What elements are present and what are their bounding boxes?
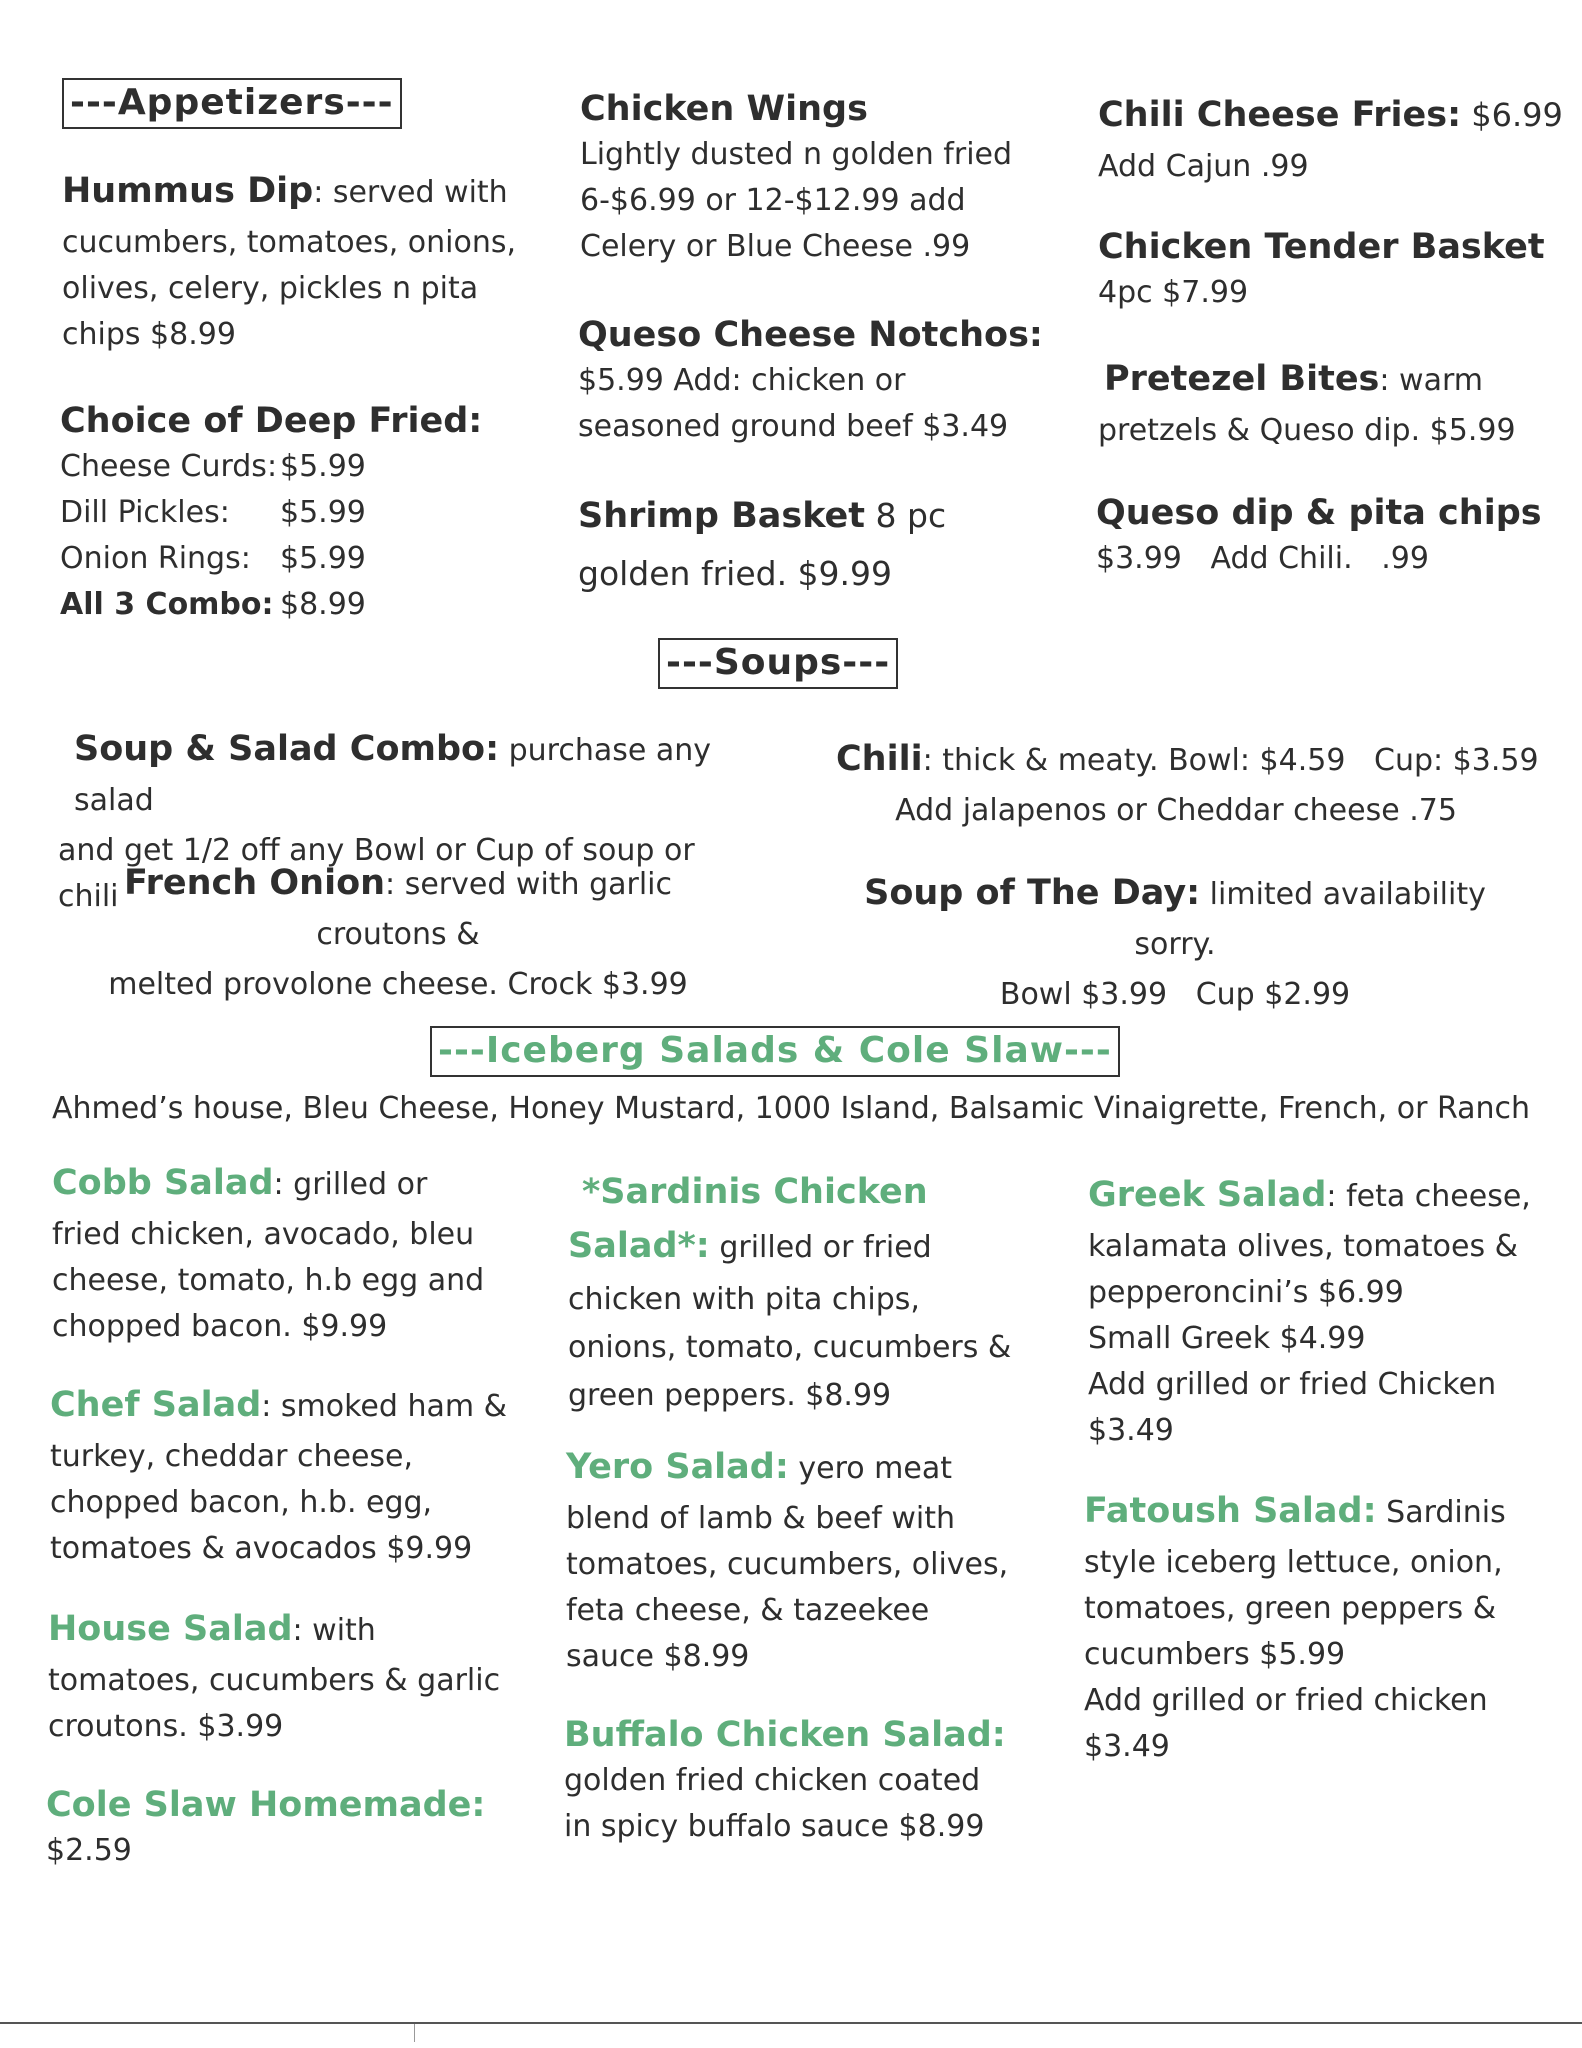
bottom-rule [0, 2022, 1582, 2024]
house-salad-item: House Salad: with tomatoes, cucumbers & garlic croutons. $3.99 [48, 1609, 501, 1744]
item-name: French Onion [123, 863, 386, 903]
item-name: Chef Salad [50, 1385, 262, 1425]
deep-fried-item [60, 398, 482, 628]
item-name: Chili [836, 739, 923, 779]
item-name: *Sardinis Chicken [582, 1172, 928, 1212]
item-name: Yero Salad: [566, 1447, 789, 1487]
item-name: Chicken Wings [580, 89, 868, 129]
salads-heading: ---Iceberg Salads & Cole Slaw--- [430, 1026, 1120, 1077]
menu-row: Dill Pickles: $5.99 [60, 495, 366, 530]
menu-row: Cheese Curds: $5.99 [60, 449, 366, 484]
greek-salad-item: Greek Salad: feta cheese, kalamata olives, tomatoes & pepperoncini’s $6.99 Small Greek $4.99 Add grilled or fried Chicken $3.49 [1088, 1175, 1531, 1448]
shrimp-item: Shrimp Basket 8 pc golden fried. $9.99 [578, 496, 947, 593]
soup-combo-item: Soup & Salad Combo: purchase any salad and get 1/2 off any Bowl or Cup of soup or chili [58, 729, 712, 914]
item-name: Buffalo Chicken Salad: [564, 1715, 1006, 1755]
buffalo-salad-item: Buffalo Chicken Salad: golden fried chicken coated in spicy buffalo sauce $8.99 [564, 1712, 1006, 1850]
soup-day-item: Soup of The Day: limited availability sorry. Bowl $3.99 Cup $2.99 [864, 873, 1486, 1012]
yero-salad-item: Yero Salad: yero meat blend of lamb & beef with tomatoes, cucumbers, olives, feta cheese, & tazeekee sauce $8.99 [566, 1447, 1009, 1674]
cobb-salad-item: Cobb Salad: grilled or fried chicken, avocado, bleu cheese, tomato, h.b egg and chopped bacon. $9.99 [52, 1163, 485, 1344]
fatoush-salad-item: Fatoush Salad: Sardinis style iceberg lettuce, onion, tomatoes, green peppers & cucumbers $5.99 Add grilled or fried chicken $3.49 [1084, 1491, 1506, 1764]
item-name: Queso dip & pita chips [1096, 493, 1542, 533]
item-name: Cole Slaw Homemade: [46, 1785, 486, 1825]
wings-item: Chicken Wings Lightly dusted n golden fried 6-$6.99 or 12-$12.99 add Celery or Blue Cheese .99 [580, 86, 1012, 270]
sardinis-salad-item: *Sardinis Chicken Salad*: grilled or fried chicken with pita chips, onions, tomato, cucumbers & green peppers. $8.99 [568, 1168, 1011, 1420]
menu-row: Onion Rings: $5.99 [60, 541, 366, 576]
queso-dip-item: Queso dip & pita chips $3.99 Add Chili. .99 [1096, 490, 1542, 582]
dressings-list: Ahmed’s house, Bleu Cheese, Honey Mustard, 1000 Island, Balsamic Vinaigrette, French, or Ranch [51, 1091, 1531, 1126]
chef-salad-item: Chef Salad: smoked ham & turkey, cheddar cheese, chopped bacon, h.b. egg, tomatoes & avocados $9.99 [50, 1385, 507, 1566]
item-name: Chicken Tender Basket [1098, 227, 1545, 267]
item-name: Pretezel Bites [1104, 359, 1380, 399]
item-name: Greek Salad [1088, 1175, 1327, 1215]
hummus-item: Hummus Dip: served with cucumbers, tomatoes, onions, olives, celery, pickles n pita chips $8.99 [62, 171, 517, 352]
item-name: House Salad [48, 1609, 293, 1649]
chili-item: Chili: thick & meaty. Bowl: $4.59 Cup: $3.59 Add jalapenos or Cheddar cheese .75 [836, 739, 1539, 828]
item-name: Shrimp Basket [578, 496, 866, 536]
appetizers-heading: ---Appetizers--- [62, 78, 402, 129]
french-onion-item: French Onion: served with garlic croutons & melted provolone cheese. Crock $3.99 [108, 863, 688, 1002]
item-name: Choice of Deep Fried: [60, 401, 483, 441]
item-name: Cobb Salad [52, 1163, 274, 1203]
pretzel-item: Pretezel Bites: warm pretzels & Queso dip. $5.99 [1098, 359, 1516, 448]
chili-fries-item: Chili Cheese Fries: $6.99 Add Cajun .99 [1098, 95, 1563, 184]
item-name: Chili Cheese Fries: [1098, 95, 1462, 135]
item-name: Fatoush Salad: [1084, 1491, 1377, 1531]
item-name: Soup & Salad Combo: [74, 729, 500, 769]
item-name-cont: Salad*: [568, 1226, 710, 1266]
soups-heading: ---Soups--- [658, 638, 898, 689]
menu-row: All 3 Combo: $8.99 [60, 587, 366, 622]
cole-slaw-item: Cole Slaw Homemade: $2.59 [46, 1782, 485, 1874]
item-name: Hummus Dip [62, 171, 314, 211]
queso-nachos-item: Queso Cheese Notchos: $5.99 Add: chicken or seasoned ground beef $3.49 [578, 312, 1043, 450]
item-name: Queso Cheese Notchos: [578, 315, 1043, 355]
item-name: Soup of The Day: [864, 873, 1201, 913]
tender-item: Chicken Tender Basket 4pc $7.99 [1098, 224, 1545, 316]
scan-mark [414, 2024, 415, 2042]
